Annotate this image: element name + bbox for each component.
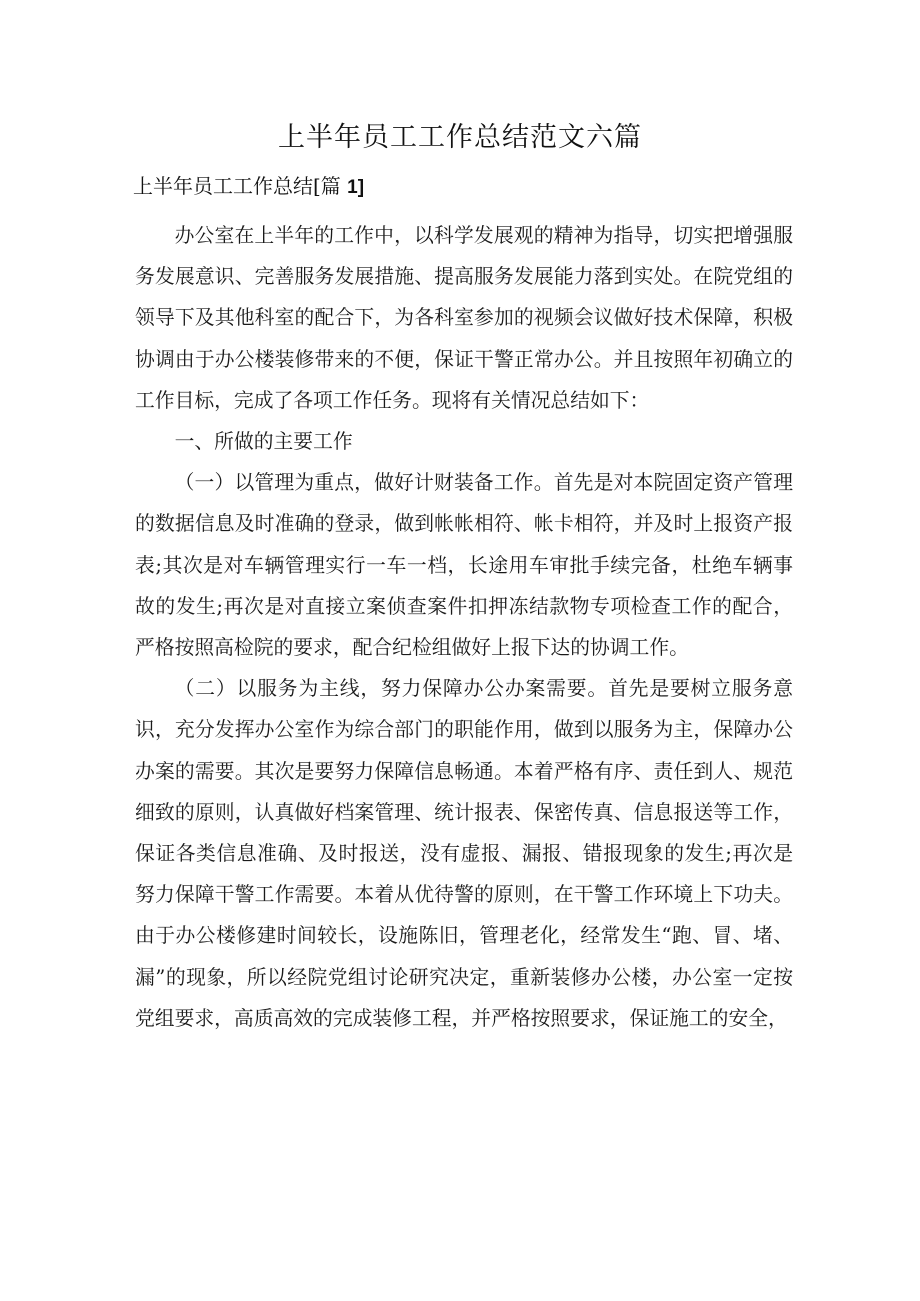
section-heading: 一、所做的主要工作 (174, 430, 353, 454)
body-paragraph-2: （二）以服务为主线，努力保障办公办案需要。首先是要树立服务意识，充分发挥办公室作为综合部门的职能作用，做到以服务为主，保障办公办案的需要。其次是要努力保障信息畅通。本着严格有序、责任到人、规范细致的原则，认真做好档案管理、统计报表、保密传真、信息报送等工作，保证各类信息准确、及时报送，没有虚报、漏报、错报现象的发生;再次是努力保障干警工作需要。本着从优待警的原则，在干警工作环境上下功夫。由于办公楼修建时间较长，设施陈旧，管理老化，经常发生“跑、冒、堵、漏”的现象，所以经院党组讨论研究决定，重新装修办公楼，办公室一定按党组要求，高质高效的完成装修工程，并严格按照要求，保证施工的安全， (135, 677, 793, 1030)
subtitle-number: 1] (347, 177, 365, 198)
body-paragraph-1: （一）以管理为重点，做好计财装备工作。首先是对本院固定资产管理的数据信息及时准确的登录，做到帐帐相符、帐卡相符，并及时上报资产报表;其次是对车辆管理实行一车一档，长途用车审批手续完备，杜绝车辆事故的发生;再次是对直接立案侦查案件扣押冻结款物专项检查工作的配合，严格按照高检院的要求，配合纪检组做好上报下达的协调工作。 (135, 471, 793, 660)
document-body (135, 215, 793, 1039)
document-title: 上半年员工工作总结范文六篇 (278, 122, 642, 153)
subtitle-prefix: 上半年员工工作总结[篇 (133, 174, 348, 198)
section-subtitle (133, 172, 364, 202)
intro-paragraph: 办公室在上半年的工作中，以科学发展观的精神为指导，切实把增强服务发展意识、完善服务发展措施、提高服务发展能力落到实处。在院党组的领导下及其他科室的配合下，为各科室参加的视频会议做好技术保障，积极协调由于办公楼装修带来的不便，保证干警正常办公。并且按照年初确立的工作目标，完成了各项工作任务。现将有关情况总结如下： (135, 224, 793, 412)
